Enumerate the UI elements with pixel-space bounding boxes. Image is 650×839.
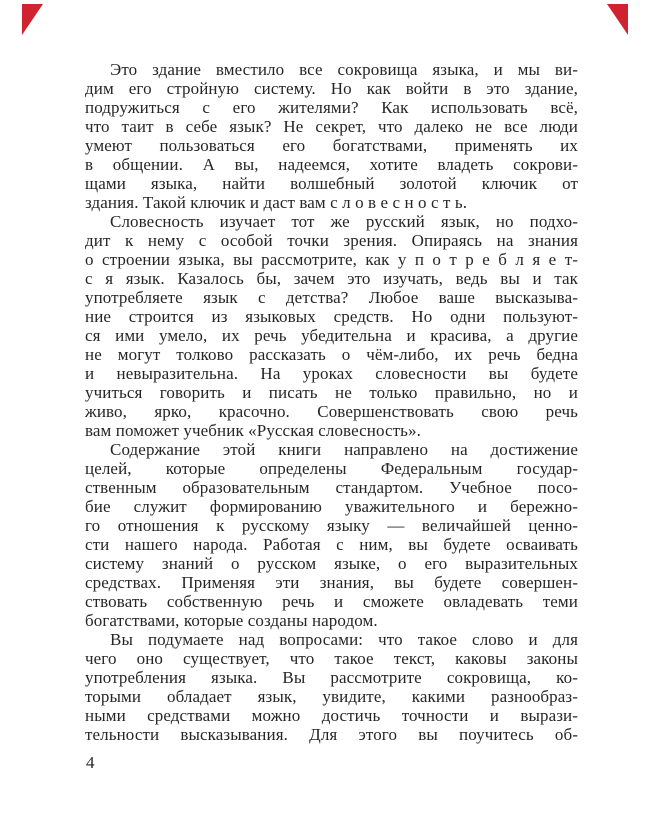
page-number: 4 [86, 753, 95, 772]
text-line: употребления языка. Вы рассмотрите сокровища, ко- [85, 668, 578, 687]
text-line: го отношения к русскому языку — величайшей ценно- [85, 516, 578, 535]
text-line: Словесность изучает тот же русский язык, но подхо- [110, 212, 578, 231]
text-line: сти нашего народа. Работая с ним, вы будете осваивать [85, 535, 578, 554]
text-line: Содержание этой книги направлено на достижение [110, 440, 578, 459]
text-line: что таит в себе язык? Не секрет, что далеко не все люди [85, 117, 578, 136]
text-line: о строении языка, вы рассмотрите, как у п о т р е б л я е т- [85, 250, 578, 269]
text-line: не могут толково рассказать о чём-либо, их речь бедна [85, 345, 578, 364]
text-line: торыми обладает язык, увидите, какими разнообраз- [85, 687, 578, 706]
text-line: живо, ярко, красочно. Совершенствовать свою речь [85, 402, 578, 421]
text-line: чего оно существует, что такое текст, каковы законы [85, 649, 578, 668]
text-line: ствовать собственную речь и сможете овладевать теми [85, 592, 578, 611]
text-line: здания. Такой ключик и даст вам с л о в е с н о с т ь. [85, 193, 468, 212]
text-line: целей, которые определены Федеральным государ- [85, 459, 578, 478]
text-line: ние строится из языковых средств. Но одни пользуют- [85, 307, 578, 326]
text-line: учиться говорить и писать не только правильно, но и [85, 383, 578, 402]
text-line: ся ими умело, их речь убедительна и красива, а другие [85, 326, 578, 345]
text-line: в общении. А вы, надеемся, хотите владеть сокрови- [85, 155, 578, 174]
red-corner-mark-right [607, 4, 628, 35]
text-line: дим его стройную систему. Но как войти в это здание, [85, 79, 578, 98]
text-line: ными средствами можно достичь точности и вырази- [85, 706, 578, 725]
text-line: средствах. Применяя эти знания, вы будете совершен- [85, 573, 578, 592]
text-line: Это здание вместило все сокровища языка, и мы ви- [110, 60, 578, 79]
text-line: вам поможет учебник «Русская словесность». [85, 421, 421, 440]
red-corner-mark-left [22, 4, 43, 35]
text-line: употребляете язык с детства? Любое ваше высказыва- [85, 288, 578, 307]
text-line: богатствами, которые созданы народом. [85, 611, 378, 630]
text-line: щами языка, найти волшебный золотой ключик от [85, 174, 578, 193]
text-line: и невыразительна. На уроках словесности вы будете [85, 364, 578, 383]
text-line: тельности высказывания. Для этого вы поучитесь об- [85, 725, 578, 744]
text-line: умеют пользоваться его богатствами, применять их [85, 136, 578, 155]
text-line: ственным образовательным стандартом. Учебное посо- [85, 478, 578, 497]
text-line: систему знаний о русском языке, о его выразительных [85, 554, 578, 573]
text-block [85, 60, 578, 744]
text-line: подружиться с его жителями? Как использовать всё, [85, 98, 578, 117]
text-line: дит к нему с особой точки зрения. Опираясь на знания [85, 231, 578, 250]
text-line: с я язык. Казалось бы, зачем это изучать, ведь вы и так [85, 269, 578, 288]
text-line: Вы подумаете над вопросами: что такое слово и для [110, 630, 578, 649]
text-line: бие служит формированию уважительного и бережно- [85, 497, 578, 516]
